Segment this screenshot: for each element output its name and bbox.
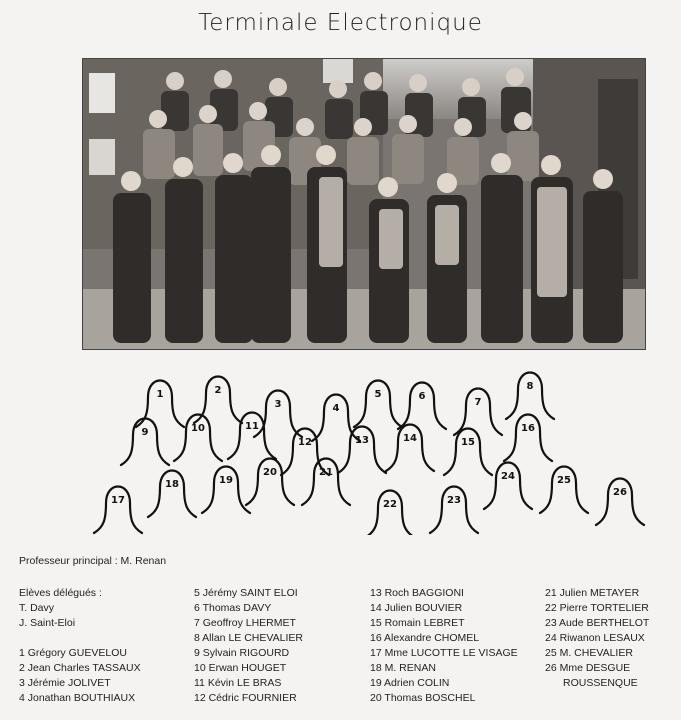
silhouette-outline [338,427,386,474]
class-photo [82,58,646,350]
silhouette-number: 9 [141,427,149,438]
student-name: 6 Thomas DAVY [194,602,272,614]
class-photo-image [83,59,645,349]
student-name: 9 Sylvain RIGOURD [194,647,290,659]
student-name: 23 Aude BERTHELOT [545,617,650,629]
silhouette-outline [430,487,478,534]
silhouette-number: 23 [447,495,461,506]
silhouette-number: 25 [557,475,571,486]
delegates-heading: Elèves délégués : [19,587,102,599]
silhouette-outline [484,463,532,510]
silhouette-outline [454,389,502,436]
student-name: 2 Jean Charles TASSAUX [19,662,141,674]
silhouette-outline [302,459,350,506]
silhouette-number: 7 [474,397,482,408]
silhouette-outline [202,467,250,514]
silhouette-outline [504,415,552,462]
silhouette-outline [354,381,402,428]
delegate-name: J. Saint-Eloi [19,617,76,629]
student-name: 17 Mme LUCOTTE LE VISAGE [370,647,518,659]
names-column-4 [545,586,649,691]
student-name: 24 Riwanon LESAUX [545,632,645,644]
student-name: 20 Thomas BOSCHEL [370,692,476,704]
silhouette-number: 26 [613,487,627,498]
names-column-2 [194,586,303,706]
student-name: 8 Allan LE CHEVALIER [194,632,303,644]
silhouette-number: 20 [263,467,277,478]
silhouette-outline [398,383,446,430]
silhouette-number: 18 [165,479,179,490]
silhouette-key [80,365,650,535]
silhouette-number: 21 [319,467,333,478]
student-name: 18 M. RENAN [370,662,436,674]
silhouette-number: 4 [332,403,340,414]
student-name: 3 Jérémie JOLIVET [19,677,111,689]
student-name: ROUSSENQUE [563,677,638,689]
silhouette-number: 5 [374,389,382,400]
silhouette-number: 17 [111,495,125,506]
silhouette-number: 6 [418,391,426,402]
silhouette-number: 13 [355,435,369,446]
student-name: 22 Pierre TORTELIER [545,602,649,614]
silhouette-outline [386,425,434,472]
silhouette-number: 16 [521,423,535,434]
silhouette-number: 3 [274,399,282,410]
silhouette-outline [444,429,492,476]
silhouette-outline [148,471,196,518]
student-name: 4 Jonathan BOUTHIAUX [19,692,136,704]
silhouette-number: 12 [298,437,312,448]
silhouette-number: 2 [214,385,222,396]
delegate-name: T. Davy [19,602,55,614]
silhouette-number: 8 [526,381,534,392]
student-name: 19 Adrien COLIN [370,677,450,689]
silhouette-number: 22 [383,499,397,510]
student-name: 16 Alexandre CHOMEL [370,632,480,644]
student-name: 1 Grégory GUEVELOU [19,647,127,659]
silhouette-outline [246,459,294,506]
silhouette-outline [506,373,554,420]
silhouette-number: 19 [219,475,233,486]
student-name: 15 Romain LEBRET [370,617,465,629]
names-column-3 [370,586,518,706]
student-name: 10 Erwan HOUGET [194,662,287,674]
silhouette-outline [596,479,644,526]
student-name: 26 Mme DESGUE [545,662,631,674]
page-title: Terminale Electronique [198,10,483,36]
student-name: 5 Jérémy SAINT ELOI [194,587,298,599]
silhouette-outline [254,391,302,438]
silhouette-outline [94,487,142,534]
student-name: 21 Julien METAYER [545,587,640,599]
professor-line: Professeur principal : M. Renan [19,555,167,567]
silhouette-key-drawing [80,365,650,535]
silhouette-outline [228,413,276,460]
silhouette-number: 11 [245,421,259,432]
student-name: 11 Kévin LE BRAS [194,677,282,689]
names-column-1 [19,586,141,706]
silhouette-outline [136,381,184,428]
silhouette-outline [540,467,588,514]
silhouette-number: 24 [501,471,515,482]
silhouette-number: 14 [403,433,417,444]
silhouette-outline [121,419,169,466]
student-name: 12 Cédric FOURNIER [194,692,297,704]
student-name: 25 M. CHEVALIER [545,647,633,659]
student-name: 7 Geoffroy LHERMET [194,617,296,629]
silhouette-number: 15 [461,437,475,448]
silhouette-number: 1 [156,389,164,400]
student-name: 14 Julien BOUVIER [370,602,463,614]
student-name: 13 Roch BAGGIONI [370,587,464,599]
silhouette-number: 10 [191,423,205,434]
silhouette-outline [366,491,414,536]
